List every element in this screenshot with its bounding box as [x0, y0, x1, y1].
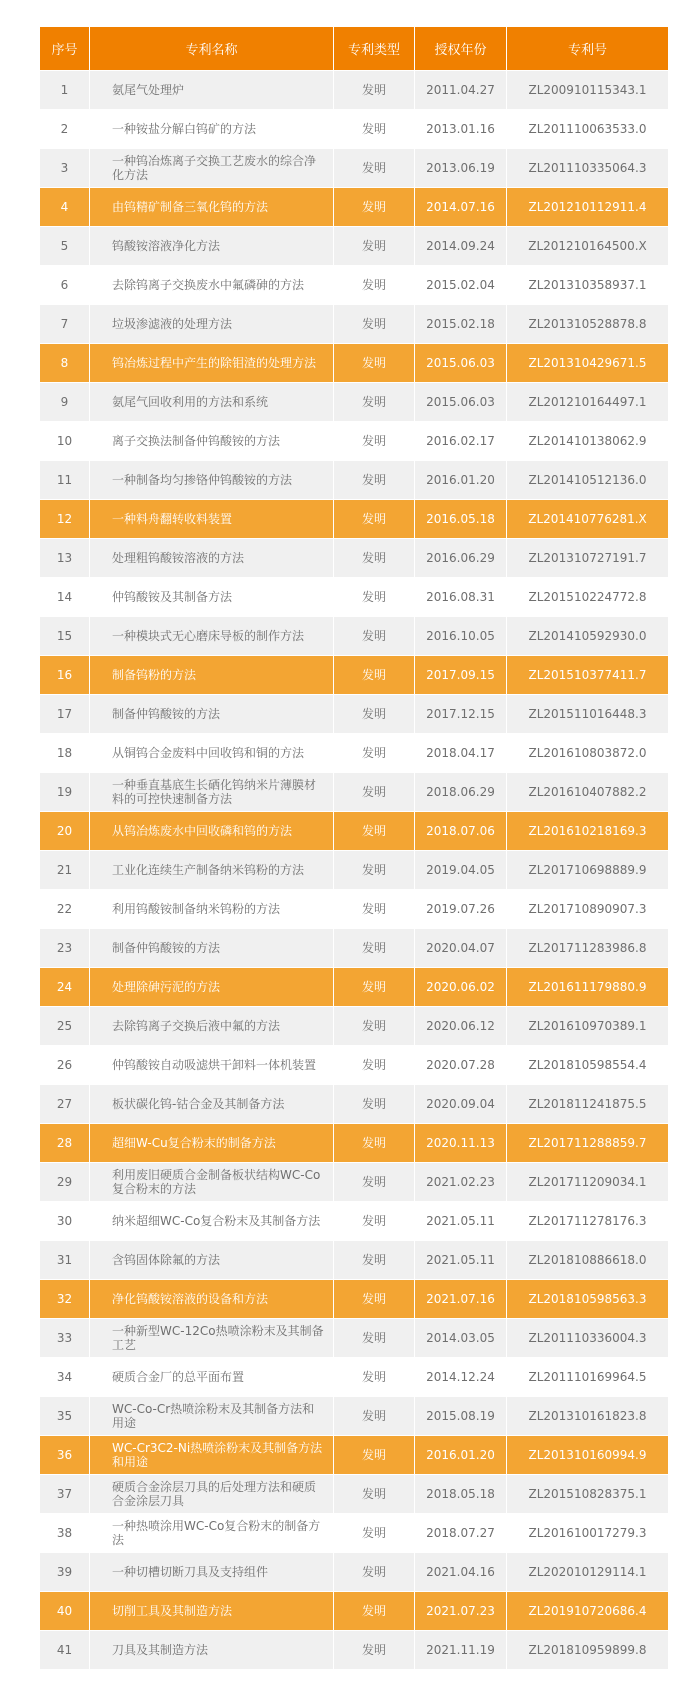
table-row [40, 1631, 668, 1670]
cell-grant-year: 2014.03.05 [415, 1319, 507, 1358]
cell-patent-number: ZL201610970389.1 [507, 1007, 668, 1046]
cell-index: 40 [40, 1592, 90, 1631]
cell-grant-year: 2015.06.03 [415, 344, 507, 383]
cell-patent-type: 发明 [334, 773, 415, 812]
table-row [40, 1319, 668, 1358]
table-row [40, 1514, 668, 1553]
cell-index: 27 [40, 1085, 90, 1124]
cell-index: 36 [40, 1436, 90, 1475]
cell-patent-number: ZL201710698889.9 [507, 851, 668, 890]
cell-index: 21 [40, 851, 90, 890]
cell-index: 31 [40, 1241, 90, 1280]
cell-index: 5 [40, 227, 90, 266]
cell-patent-name: 钨冶炼过程中产生的除钼渣的处理方法 [90, 344, 334, 383]
cell-patent-number: ZL201711283986.8 [507, 929, 668, 968]
table-row [40, 851, 668, 890]
table-row [40, 1241, 668, 1280]
table-row-highlighted [40, 1592, 668, 1631]
cell-grant-year: 2017.09.15 [415, 656, 507, 695]
cell-patent-name: 一种垂直基底生长硒化钨纳米片薄膜材料的可控快速制备方法 [90, 773, 334, 812]
cell-patent-number: ZL201810598563.3 [507, 1280, 668, 1319]
cell-patent-type: 发明 [334, 578, 415, 617]
cell-patent-name: 离子交换法制备仲钨酸铵的方法 [90, 422, 334, 461]
cell-index: 32 [40, 1280, 90, 1319]
table-row [40, 422, 668, 461]
cell-patent-name: 一种热喷涂用WC-Co复合粉末的制备方法 [90, 1514, 334, 1553]
cell-patent-name: 一种新型WC-12Co热喷涂粉末及其制备工艺 [90, 1319, 334, 1358]
table-row [40, 539, 668, 578]
cell-patent-name: 去除钨离子交换废水中氟磷砷的方法 [90, 266, 334, 305]
cell-patent-number: ZL201310161823.8 [507, 1397, 668, 1436]
cell-grant-year: 2016.01.20 [415, 1436, 507, 1475]
cell-patent-number: ZL201610407882.2 [507, 773, 668, 812]
cell-index: 26 [40, 1046, 90, 1085]
cell-patent-name: 净化钨酸铵溶液的设备和方法 [90, 1280, 334, 1319]
patent-table [40, 27, 668, 1670]
cell-grant-year: 2016.01.20 [415, 461, 507, 500]
cell-index: 37 [40, 1475, 90, 1514]
cell-index: 3 [40, 149, 90, 188]
cell-index: 7 [40, 305, 90, 344]
cell-patent-type: 发明 [334, 1358, 415, 1397]
cell-patent-type: 发明 [334, 1241, 415, 1280]
cell-index: 4 [40, 188, 90, 227]
cell-patent-type: 发明 [334, 1202, 415, 1241]
cell-grant-year: 2021.11.19 [415, 1631, 507, 1670]
cell-index: 12 [40, 500, 90, 539]
cell-patent-name: 从钨冶炼废水中回收磷和钨的方法 [90, 812, 334, 851]
table-row-highlighted [40, 812, 668, 851]
cell-index: 19 [40, 773, 90, 812]
table-row [40, 227, 668, 266]
cell-index: 23 [40, 929, 90, 968]
cell-patent-name: 仲钨酸铵自动吸滤烘干卸料一体机装置 [90, 1046, 334, 1085]
cell-index: 39 [40, 1553, 90, 1592]
header-row [40, 27, 668, 71]
cell-patent-name: 利用废旧硬质合金制备板状结构WC-Co复合粉末的方法 [90, 1163, 334, 1202]
cell-patent-name: 一种切槽切断刀具及支持组件 [90, 1553, 334, 1592]
table-row [40, 461, 668, 500]
header-patent-type: 专利类型 [334, 27, 415, 71]
table-row [40, 1358, 668, 1397]
cell-index: 8 [40, 344, 90, 383]
table-row-highlighted [40, 1280, 668, 1319]
table-row [40, 1007, 668, 1046]
cell-patent-number: ZL201610017279.3 [507, 1514, 668, 1553]
cell-patent-name: 一种料舟翻转收料装置 [90, 500, 334, 539]
cell-patent-number: ZL201610803872.0 [507, 734, 668, 773]
cell-patent-type: 发明 [334, 812, 415, 851]
cell-patent-name: 处理除砷污泥的方法 [90, 968, 334, 1007]
cell-index: 41 [40, 1631, 90, 1670]
cell-patent-type: 发明 [334, 1514, 415, 1553]
cell-patent-type: 发明 [334, 461, 415, 500]
cell-patent-name: 一种制备均匀掺铬仲钨酸铵的方法 [90, 461, 334, 500]
cell-patent-name: WC-Co-Cr热喷涂粉末及其制备方法和用途 [90, 1397, 334, 1436]
header-grant-year: 授权年份 [415, 27, 507, 71]
table-row [40, 383, 668, 422]
cell-grant-year: 2021.04.16 [415, 1553, 507, 1592]
cell-index: 15 [40, 617, 90, 656]
cell-patent-name: 制备仲钨酸铵的方法 [90, 929, 334, 968]
cell-grant-year: 2020.11.13 [415, 1124, 507, 1163]
cell-grant-year: 2019.07.26 [415, 890, 507, 929]
cell-index: 33 [40, 1319, 90, 1358]
table-header [40, 27, 668, 71]
cell-grant-year: 2015.08.19 [415, 1397, 507, 1436]
cell-patent-type: 发明 [334, 1592, 415, 1631]
cell-patent-type: 发明 [334, 539, 415, 578]
table-row-highlighted [40, 968, 668, 1007]
cell-grant-year: 2016.10.05 [415, 617, 507, 656]
cell-patent-name: 工业化连续生产制备纳米钨粉的方法 [90, 851, 334, 890]
cell-patent-type: 发明 [334, 656, 415, 695]
cell-grant-year: 2020.06.12 [415, 1007, 507, 1046]
cell-patent-type: 发明 [334, 1280, 415, 1319]
cell-index: 9 [40, 383, 90, 422]
cell-grant-year: 2015.02.04 [415, 266, 507, 305]
cell-patent-name: 超细W-Cu复合粉末的制备方法 [90, 1124, 334, 1163]
cell-patent-name: 垃圾渗滤液的处理方法 [90, 305, 334, 344]
patent-table-container [40, 27, 668, 1670]
table-row [40, 149, 668, 188]
cell-patent-number: ZL201810886618.0 [507, 1241, 668, 1280]
cell-patent-number: ZL202010129114.1 [507, 1553, 668, 1592]
header-index: 序号 [40, 27, 90, 71]
cell-patent-name: 一种铵盐分解白钨矿的方法 [90, 110, 334, 149]
cell-patent-number: ZL201910720686.4 [507, 1592, 668, 1631]
cell-patent-type: 发明 [334, 968, 415, 1007]
cell-grant-year: 2021.07.16 [415, 1280, 507, 1319]
cell-patent-name: 氨尾气处理炉 [90, 71, 334, 110]
cell-grant-year: 2016.06.29 [415, 539, 507, 578]
cell-patent-number: ZL200910115343.1 [507, 71, 668, 110]
cell-patent-number: ZL201510224772.8 [507, 578, 668, 617]
cell-patent-type: 发明 [334, 1397, 415, 1436]
cell-index: 2 [40, 110, 90, 149]
cell-patent-type: 发明 [334, 695, 415, 734]
cell-patent-number: ZL201110335064.3 [507, 149, 668, 188]
table-row [40, 1202, 668, 1241]
cell-patent-number: ZL201510377411.7 [507, 656, 668, 695]
cell-patent-number: ZL201711288859.7 [507, 1124, 668, 1163]
table-row-highlighted [40, 344, 668, 383]
cell-index: 14 [40, 578, 90, 617]
cell-patent-number: ZL201410138062.9 [507, 422, 668, 461]
cell-grant-year: 2015.06.03 [415, 383, 507, 422]
cell-patent-type: 发明 [334, 344, 415, 383]
cell-grant-year: 2018.07.06 [415, 812, 507, 851]
cell-patent-name: 刀具及其制造方法 [90, 1631, 334, 1670]
cell-patent-type: 发明 [334, 500, 415, 539]
cell-patent-type: 发明 [334, 227, 415, 266]
cell-grant-year: 2018.07.27 [415, 1514, 507, 1553]
cell-patent-name: 切削工具及其制造方法 [90, 1592, 334, 1631]
cell-index: 28 [40, 1124, 90, 1163]
cell-patent-name: 从铜钨合金废料中回收钨和铜的方法 [90, 734, 334, 773]
cell-patent-name: 纳米超细WC-Co复合粉末及其制备方法 [90, 1202, 334, 1241]
table-row-highlighted [40, 500, 668, 539]
cell-patent-type: 发明 [334, 305, 415, 344]
cell-patent-number: ZL201811241875.5 [507, 1085, 668, 1124]
cell-patent-type: 发明 [334, 1163, 415, 1202]
table-row [40, 929, 668, 968]
cell-patent-type: 发明 [334, 1553, 415, 1592]
cell-index: 24 [40, 968, 90, 1007]
cell-patent-number: ZL201710890907.3 [507, 890, 668, 929]
cell-index: 38 [40, 1514, 90, 1553]
cell-grant-year: 2014.07.16 [415, 188, 507, 227]
cell-patent-number: ZL201410512136.0 [507, 461, 668, 500]
table-row [40, 578, 668, 617]
cell-index: 29 [40, 1163, 90, 1202]
cell-index: 30 [40, 1202, 90, 1241]
table-row [40, 695, 668, 734]
header-patent-number: 专利号 [507, 27, 668, 71]
cell-patent-number: ZL201711278176.3 [507, 1202, 668, 1241]
table-row [40, 1085, 668, 1124]
table-row [40, 71, 668, 110]
cell-patent-number: ZL201110169964.5 [507, 1358, 668, 1397]
table-row [40, 1046, 668, 1085]
cell-grant-year: 2011.04.27 [415, 71, 507, 110]
cell-grant-year: 2016.05.18 [415, 500, 507, 539]
cell-patent-name: 制备钨粉的方法 [90, 656, 334, 695]
cell-patent-type: 发明 [334, 734, 415, 773]
table-row [40, 617, 668, 656]
cell-patent-name: 一种模块式无心磨床导板的制作方法 [90, 617, 334, 656]
cell-patent-type: 发明 [334, 1085, 415, 1124]
cell-grant-year: 2021.02.23 [415, 1163, 507, 1202]
cell-grant-year: 2018.04.17 [415, 734, 507, 773]
table-row [40, 110, 668, 149]
table-row [40, 1475, 668, 1514]
table-row [40, 890, 668, 929]
cell-grant-year: 2016.08.31 [415, 578, 507, 617]
header-patent-name: 专利名称 [90, 27, 334, 71]
table-row-highlighted [40, 656, 668, 695]
cell-patent-type: 发明 [334, 383, 415, 422]
cell-patent-name: 氨尾气回收利用的方法和系统 [90, 383, 334, 422]
table-row [40, 773, 668, 812]
cell-grant-year: 2013.06.19 [415, 149, 507, 188]
cell-patent-number: ZL201110063533.0 [507, 110, 668, 149]
cell-index: 16 [40, 656, 90, 695]
cell-patent-number: ZL201210164497.1 [507, 383, 668, 422]
cell-patent-type: 发明 [334, 1007, 415, 1046]
cell-patent-number: ZL201110336004.3 [507, 1319, 668, 1358]
cell-grant-year: 2020.09.04 [415, 1085, 507, 1124]
cell-grant-year: 2019.04.05 [415, 851, 507, 890]
cell-patent-name: WC-Cr3C2-Ni热喷涂粉末及其制备方法和用途 [90, 1436, 334, 1475]
cell-grant-year: 2018.05.18 [415, 1475, 507, 1514]
cell-grant-year: 2020.07.28 [415, 1046, 507, 1085]
table-row [40, 1553, 668, 1592]
cell-index: 6 [40, 266, 90, 305]
cell-patent-name: 硬质合金厂的总平面布置 [90, 1358, 334, 1397]
cell-grant-year: 2015.02.18 [415, 305, 507, 344]
cell-index: 20 [40, 812, 90, 851]
cell-patent-type: 发明 [334, 110, 415, 149]
cell-patent-name: 钨酸铵溶液净化方法 [90, 227, 334, 266]
cell-patent-type: 发明 [334, 1046, 415, 1085]
cell-patent-number: ZL201511016448.3 [507, 695, 668, 734]
cell-patent-type: 发明 [334, 149, 415, 188]
cell-grant-year: 2021.05.11 [415, 1241, 507, 1280]
table-row [40, 734, 668, 773]
cell-grant-year: 2017.12.15 [415, 695, 507, 734]
cell-grant-year: 2018.06.29 [415, 773, 507, 812]
cell-index: 34 [40, 1358, 90, 1397]
cell-patent-type: 发明 [334, 617, 415, 656]
cell-patent-number: ZL201611179880.9 [507, 968, 668, 1007]
cell-index: 35 [40, 1397, 90, 1436]
cell-patent-type: 发明 [334, 188, 415, 227]
cell-patent-number: ZL201310528878.8 [507, 305, 668, 344]
cell-grant-year: 2020.06.02 [415, 968, 507, 1007]
cell-patent-number: ZL201510828375.1 [507, 1475, 668, 1514]
cell-patent-number: ZL201210112911.4 [507, 188, 668, 227]
cell-patent-number: ZL201410776281.X [507, 500, 668, 539]
cell-patent-name: 一种钨冶炼离子交换工艺废水的综合净化方法 [90, 149, 334, 188]
cell-patent-type: 发明 [334, 1436, 415, 1475]
cell-patent-number: ZL201210164500.X [507, 227, 668, 266]
cell-grant-year: 2020.04.07 [415, 929, 507, 968]
cell-patent-number: ZL201310727191.7 [507, 539, 668, 578]
table-row [40, 305, 668, 344]
table-row [40, 266, 668, 305]
cell-index: 13 [40, 539, 90, 578]
cell-patent-number: ZL201310358937.1 [507, 266, 668, 305]
table-row [40, 1163, 668, 1202]
cell-grant-year: 2016.02.17 [415, 422, 507, 461]
cell-patent-type: 发明 [334, 1319, 415, 1358]
table-row [40, 1397, 668, 1436]
cell-grant-year: 2021.05.11 [415, 1202, 507, 1241]
cell-patent-name: 去除钨离子交换后液中氟的方法 [90, 1007, 334, 1046]
cell-patent-name: 由钨精矿制备三氧化钨的方法 [90, 188, 334, 227]
cell-patent-name: 处理粗钨酸铵溶液的方法 [90, 539, 334, 578]
table-row-highlighted [40, 1436, 668, 1475]
cell-patent-number: ZL201410592930.0 [507, 617, 668, 656]
cell-patent-number: ZL201810959899.8 [507, 1631, 668, 1670]
cell-patent-type: 发明 [334, 1124, 415, 1163]
cell-grant-year: 2013.01.16 [415, 110, 507, 149]
cell-patent-type: 发明 [334, 1631, 415, 1670]
cell-patent-name: 硬质合金涂层刀具的后处理方法和硬质合金涂层刀具 [90, 1475, 334, 1514]
cell-index: 18 [40, 734, 90, 773]
cell-patent-type: 发明 [334, 71, 415, 110]
cell-patent-type: 发明 [334, 266, 415, 305]
cell-patent-name: 利用钨酸铵制备纳米钨粉的方法 [90, 890, 334, 929]
table-row-highlighted [40, 1124, 668, 1163]
cell-grant-year: 2021.07.23 [415, 1592, 507, 1631]
cell-patent-name: 仲钨酸铵及其制备方法 [90, 578, 334, 617]
cell-patent-type: 发明 [334, 1475, 415, 1514]
cell-grant-year: 2014.09.24 [415, 227, 507, 266]
cell-patent-number: ZL201810598554.4 [507, 1046, 668, 1085]
cell-index: 22 [40, 890, 90, 929]
table-body [40, 71, 668, 1670]
cell-index: 25 [40, 1007, 90, 1046]
cell-patent-number: ZL201310160994.9 [507, 1436, 668, 1475]
cell-patent-type: 发明 [334, 422, 415, 461]
cell-patent-number: ZL201711209034.1 [507, 1163, 668, 1202]
cell-index: 1 [40, 71, 90, 110]
cell-patent-name: 制备仲钨酸铵的方法 [90, 695, 334, 734]
table-row-highlighted [40, 188, 668, 227]
cell-patent-type: 发明 [334, 929, 415, 968]
cell-index: 17 [40, 695, 90, 734]
cell-patent-name: 板状碳化钨-钴合金及其制备方法 [90, 1085, 334, 1124]
cell-index: 11 [40, 461, 90, 500]
cell-patent-number: ZL201310429671.5 [507, 344, 668, 383]
cell-patent-number: ZL201610218169.3 [507, 812, 668, 851]
cell-patent-name: 含钨固体除氟的方法 [90, 1241, 334, 1280]
cell-index: 10 [40, 422, 90, 461]
cell-patent-type: 发明 [334, 851, 415, 890]
cell-patent-type: 发明 [334, 890, 415, 929]
cell-grant-year: 2014.12.24 [415, 1358, 507, 1397]
